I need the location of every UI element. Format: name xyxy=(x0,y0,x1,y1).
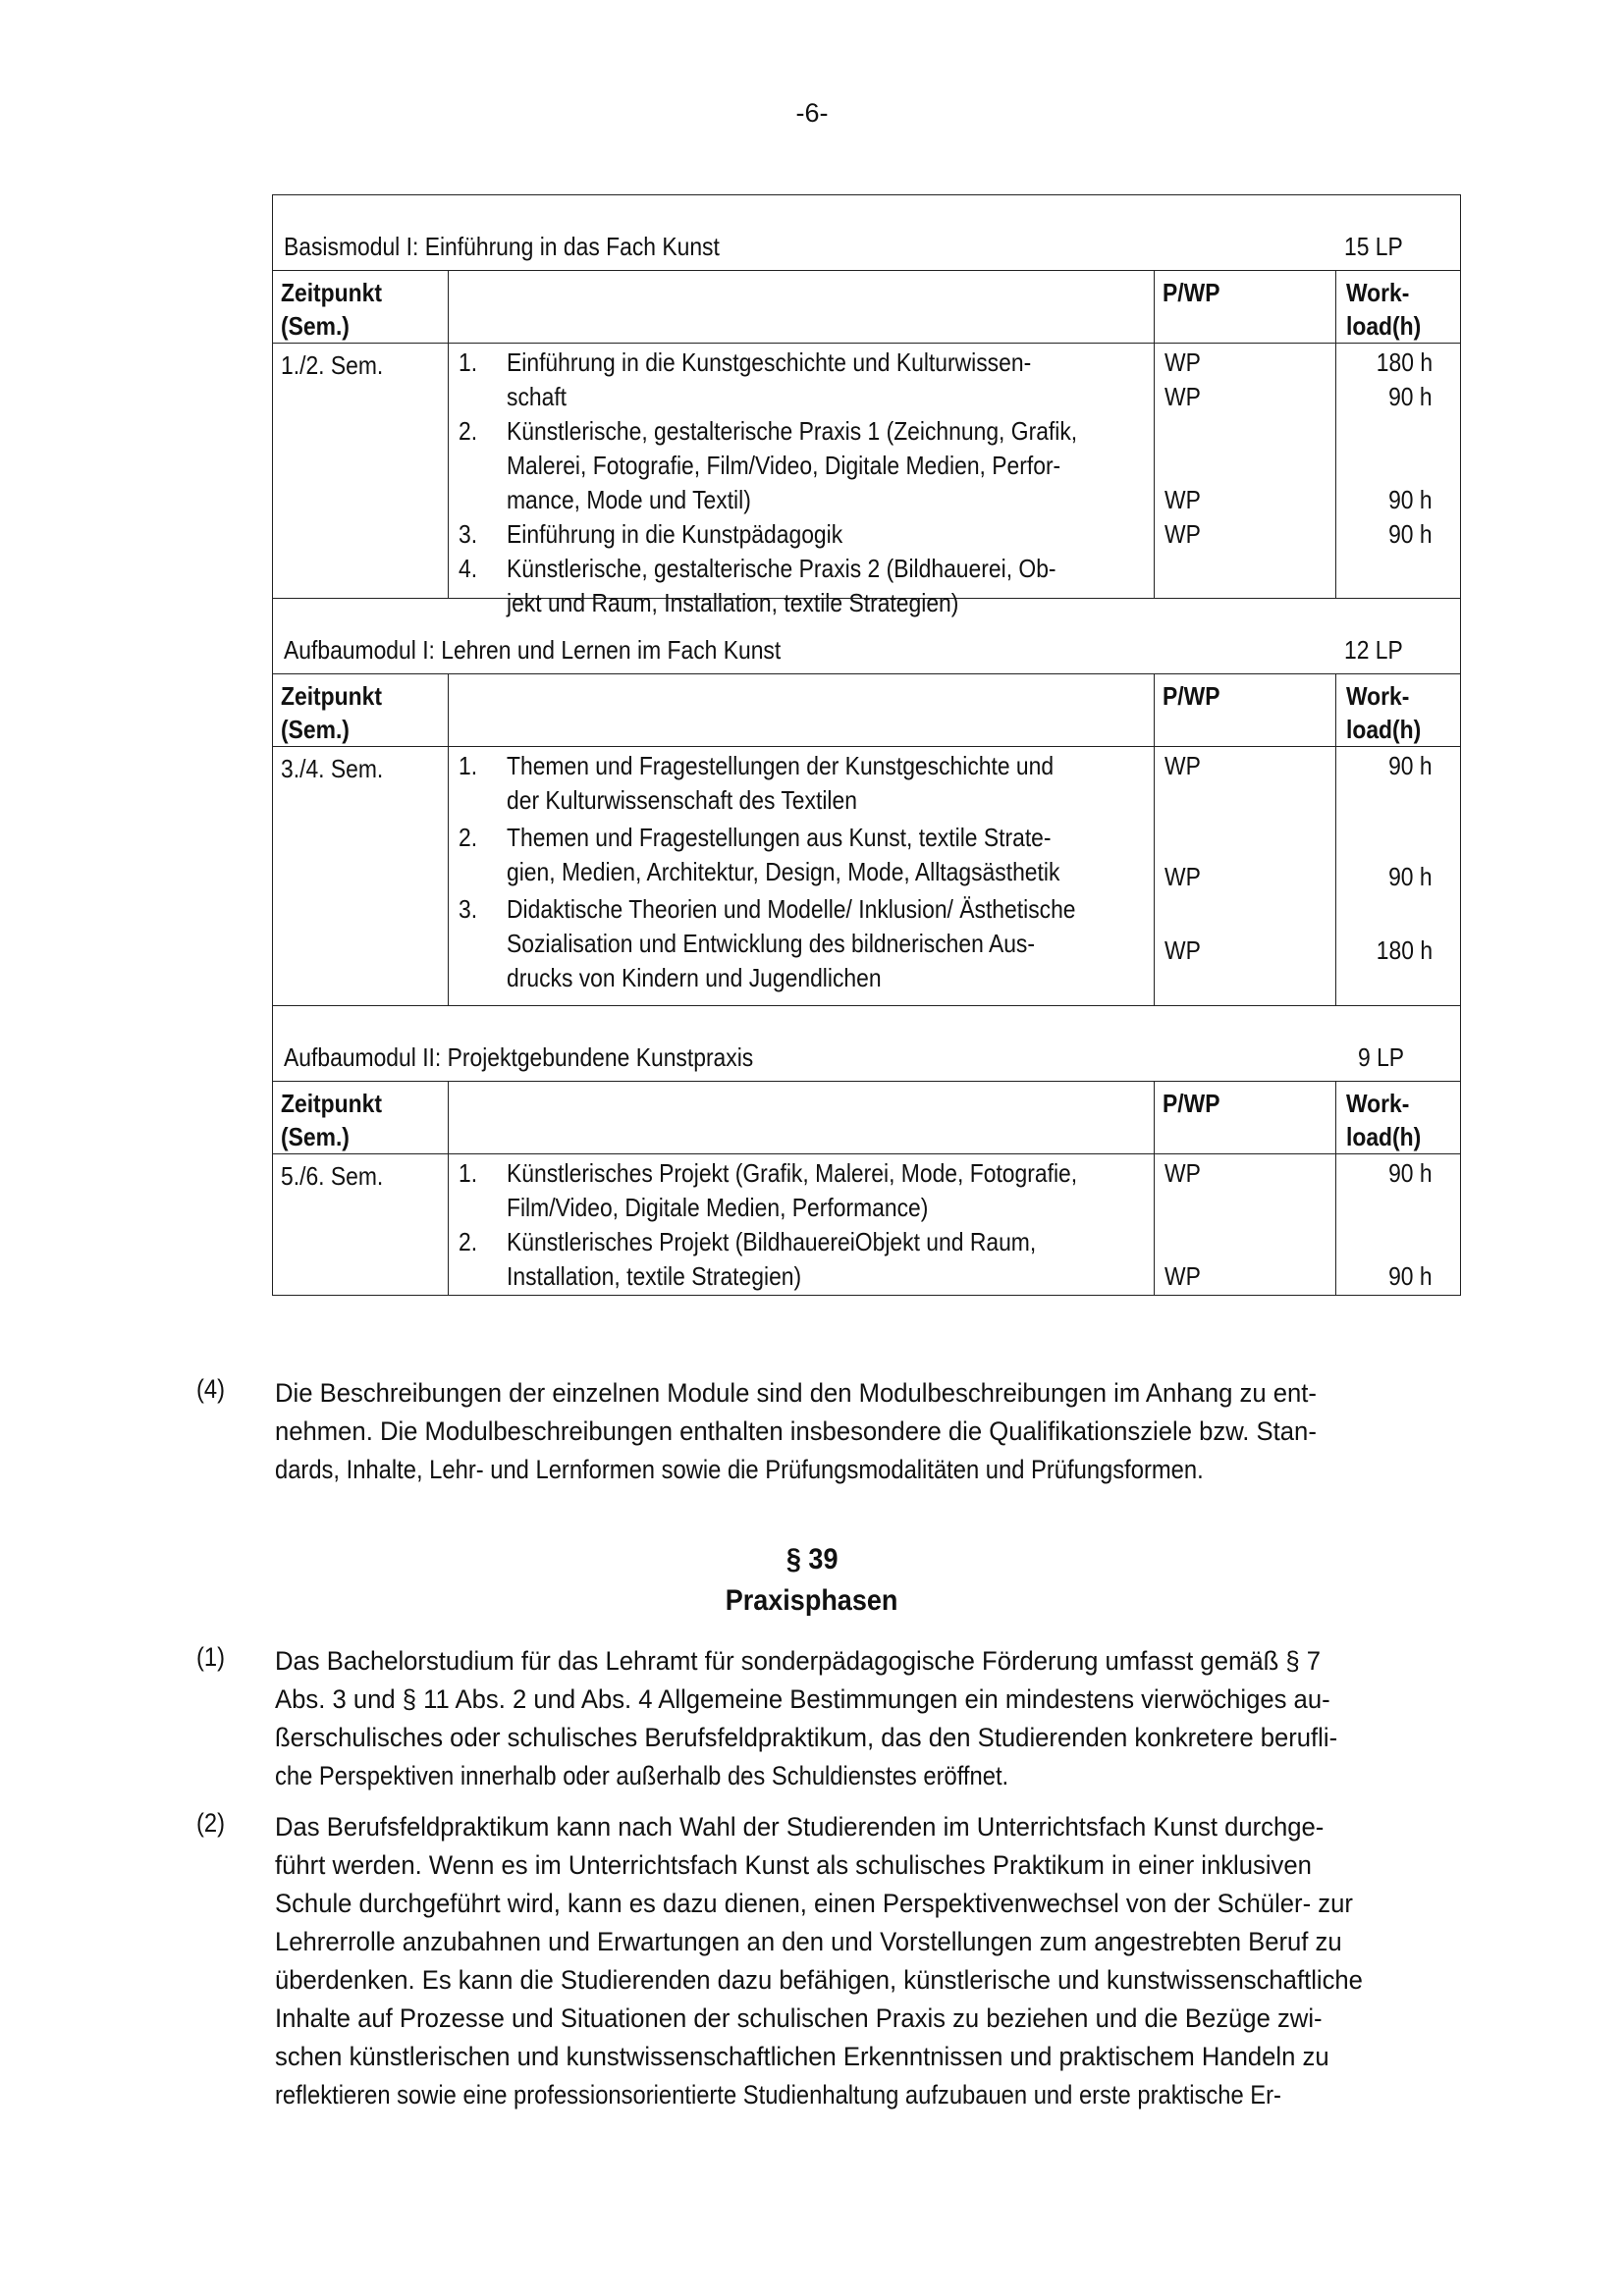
header-workload: Work- load(h) xyxy=(1335,271,1460,344)
page-number: -6- xyxy=(795,98,829,128)
module-title-row xyxy=(273,1006,1460,1082)
header-pwp: P/WP xyxy=(1154,674,1335,747)
module-grid xyxy=(273,674,1460,1005)
header-workload: Work- load(h) xyxy=(1335,1082,1460,1154)
paragraph-text: Das Berufsfeldpraktikum kann nach Wahl der Studierenden im Unterrichtsfach Kunst durchge- führt werden. Wenn es im Unterrichtsfach Kunst als schulisches Praktikum in einer inklusiven Schule durchgeführt wird, kann es dazu dienen, einen Perspektivenwechsel von der Schüler- zur Lehrerrolle anzubahnen und Erwartungen an den und Vorstellungen zum angestrebten Beruf zu überdenken. Es kann die Studierenden dazu befähigen, künstlerische und kunstwissenschaftliche Inhalte auf Prozesse und Situationen der schulischen Praxis zu beziehen und die Bezüge zwi- schen künstlerischen und kunstwissenschaftlichen Erkenntnissen und praktischem Handeln zu reflektieren sowie eine professionsorientierte Studienhaltung aufzubauen und erste praktische Er- xyxy=(275,1812,1363,2109)
module-aufbaumodul-2 xyxy=(273,1005,1460,1295)
content-row xyxy=(273,747,1460,1006)
paragraph-text: Das Bachelorstudium für das Lehramt für sonderpädagogische Förderung umfasst gemäß § 7 Abs. 3 und § 11 Abs. 2 und Abs. 4 Allgemeine Bestimmungen ein mindestens vierwöchiges au- ßerschulisches oder schulisches Berufsfeldpraktikum, das den Studierenden konkretere berufli- che Perspektiven innerhalb oder außerhalb des Schuldienstes eröffnet. xyxy=(275,1646,1338,1790)
pwp-cell: WP WP xyxy=(1154,1154,1335,1296)
module-lp: 9 LP xyxy=(1358,1042,1405,1072)
header-row xyxy=(273,271,1460,344)
module-aufbaumodul-1 xyxy=(273,598,1460,1005)
header-empty xyxy=(448,1082,1154,1154)
header-zeitpunkt: Zeitpunkt (Sem.) xyxy=(273,674,448,747)
pwp-cell: WP WP WP WP xyxy=(1154,344,1335,599)
module-title: Aufbaumodul I: Lehren und Lernen im Fach Kunst xyxy=(284,635,782,665)
module-title-row xyxy=(273,599,1460,674)
module-lp: 12 LP xyxy=(1344,635,1403,665)
semester-cell: 1./2. Sem. xyxy=(281,350,384,380)
paragraph-number: (4) xyxy=(196,1374,226,1404)
section-title: Praxisphasen xyxy=(726,1584,898,1617)
header-row xyxy=(273,1082,1460,1154)
header-row xyxy=(273,674,1460,747)
module-grid xyxy=(273,271,1460,617)
items-cell: 1. Einführung in die Kunstgeschichte und Kulturwissen- schaft 2. Künstlerische, gestalterische Praxis 1 (Zeichnung, Grafik, Malerei, Fotografie, Film/Video, Digitale Medien, Perfor- mance, Mode und Textil) 3. Einführung in die Kunstpädagogik 4. Künstlerische, gestalterische Praxis 2 (Bildhauerei, Ob- jekt und Raum, Installation, textile Strategien) xyxy=(448,344,1154,599)
module-lp: 15 LP xyxy=(1344,232,1403,261)
module-basismodul-1 xyxy=(273,195,1460,617)
semester-cell: 5./6. Sem. xyxy=(281,1161,384,1191)
module-table xyxy=(272,194,1461,1296)
paragraph-text: Die Beschreibungen der einzelnen Module sind den Modulbeschreibungen im Anhang zu ent- nehmen. Die Modulbeschreibungen enthalten insbesondere die Qualifikationsziele bzw. Stan- dards, Inhalte, Lehr- und Lernformen sowie die Prüfungsmodalitäten und Prüfungsformen. xyxy=(275,1378,1317,1484)
section-number: § 39 xyxy=(785,1543,839,1575)
paragraph-number: (2) xyxy=(196,1808,226,1838)
paragraph-number: (1) xyxy=(196,1642,226,1672)
header-pwp: P/WP xyxy=(1154,271,1335,344)
content-row xyxy=(273,344,1460,599)
workload-cell: 90 h 90 h xyxy=(1335,1154,1460,1296)
items-cell: 1. Künstlerisches Projekt (Grafik, Malerei, Mode, Fotografie, Film/Video, Digitale Medien, Performance) 2. Künstlerisches Projekt (BildhauereiObjekt und Raum, Installation, textile Strategien) xyxy=(448,1154,1154,1296)
content-row xyxy=(273,1154,1460,1296)
workload-cell: 90 h 90 h 180 h xyxy=(1335,747,1460,1006)
items-cell: 1. Themen und Fragestellungen der Kunstgeschichte und der Kulturwissenschaft des Textilen 2. Themen und Fragestellungen aus Kunst, textile Strate- gien, Medien, Architektur, Design, Mode, Alltagsästhetik 3. Didaktische Theorien und Modelle/ Inklusion/ Ästhetische Sozialisation und Entwicklung des bildnerischen Aus- drucks von Kindern und Jugendlichen xyxy=(448,747,1154,1006)
module-grid xyxy=(273,1082,1460,1295)
pwp-cell: WP WP WP xyxy=(1154,747,1335,1006)
header-pwp: P/WP xyxy=(1154,1082,1335,1154)
header-workload: Work- load(h) xyxy=(1335,674,1460,747)
module-title: Aufbaumodul II: Projektgebundene Kunstpraxis xyxy=(284,1042,754,1072)
semester-cell: 3./4. Sem. xyxy=(281,754,384,783)
module-title: Basismodul I: Einführung in das Fach Kunst xyxy=(284,232,720,261)
workload-cell: 180 h 90 h 90 h 90 h xyxy=(1335,344,1460,599)
module-title-row xyxy=(273,195,1460,271)
header-zeitpunkt: Zeitpunkt (Sem.) xyxy=(273,271,448,344)
header-empty xyxy=(448,674,1154,747)
header-empty xyxy=(448,271,1154,344)
header-zeitpunkt: Zeitpunkt (Sem.) xyxy=(273,1082,448,1154)
